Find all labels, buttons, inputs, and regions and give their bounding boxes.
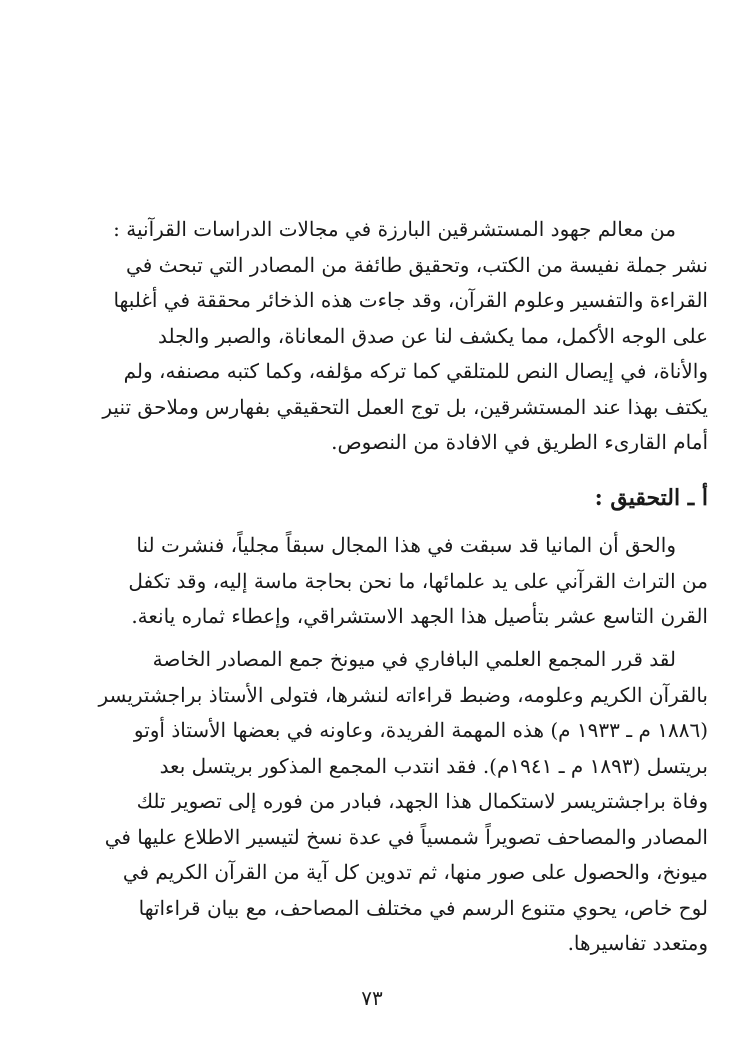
paragraph-line: القرن التاسع عشر بتأصيل هذا الجهد الاستشراقي، وإعطاء ثماره يانعة. bbox=[131, 604, 708, 628]
paragraph-line: من معالم جهود المستشرقين البارزة في مجالات الدراسات القرآنية : bbox=[113, 217, 676, 241]
body-paragraph-3 bbox=[38, 642, 708, 962]
page-number: ٧٣ bbox=[361, 986, 383, 1010]
paragraph-line: وفاة براجشتريسر لاستكمال هذا الجهد، فبادر من فوره إلى تصوير تلك bbox=[136, 789, 708, 813]
paragraph-line: ميونخ، والحصول على صور منها، ثم تدوين كل آية من القرآن الكريم في bbox=[122, 860, 708, 884]
paragraph-line: يكتف بهذا عند المستشرقين، بل توج العمل التحقيقي بفهارس وملاحق تنير bbox=[102, 394, 708, 419]
paragraph-line: بريتسل (١٨٩٣ م ـ ١٩٤١م). فقد انتدب المجمع المذكور بريتسل بعد bbox=[159, 753, 708, 778]
paragraph-line: من التراث القرآني على يد علمائها، ما نحن بحاجة ماسة إليه، وقد تكفل bbox=[128, 568, 708, 593]
paragraph-line: والأناة، في إيصال النص للمتلقي كما تركه مؤلفه، وكما كتبه مصنفه، ولم bbox=[123, 359, 708, 383]
paragraph-line: نشر جملة نفيسة من الكتب، وتحقيق طائفة من المصادر التي تبحث في bbox=[126, 252, 708, 277]
paragraph-line: القراءة والتفسير وعلوم القرآن، وقد جاءت هذه الذخائر محققة في أغلبها bbox=[113, 288, 708, 312]
paragraph-line: (١٨٨٦ م ـ ١٩٣٣ م) هذه المهمة الفريدة، وعاونه في بعضها الأستاذ أوتو bbox=[133, 718, 708, 742]
paragraph-line: لوح خاص، يحوي متنوع الرسم في مختلف المصاحف، مع بيان قراءاتها bbox=[138, 895, 708, 920]
paragraph-line: أمام القارىء الطريق في الافادة من النصوص. bbox=[331, 430, 708, 454]
section-heading: أ ـ التحقيق : bbox=[594, 485, 708, 511]
body-paragraph-2 bbox=[38, 528, 708, 635]
paragraph-line: ومتعدد تفاسيرها. bbox=[567, 931, 708, 955]
paragraph-line: بالقرآن الكريم وعلومه، وضبط قراءاته لنشرها، فتولى الأستاذ براجشتريسر bbox=[98, 682, 708, 707]
intro-paragraph bbox=[38, 212, 708, 461]
paragraph-line: والحق أن المانيا قد سبقت في هذا المجال سبقاً مجلياً، فنشرت لنا bbox=[136, 533, 676, 557]
paragraph-line: على الوجه الأكمل، مما يكشف لنا عن صدق المعاناة، والصبر والجلد bbox=[157, 323, 708, 348]
paragraph-line: المصادر والمصاحف تصويراً شمسياً في عدة نسخ لتيسير الاطلاع عليها في bbox=[104, 824, 708, 849]
paragraph-line: لقد قرر المجمع العلمي البافاري في ميونخ جمع المصادر الخاصة bbox=[152, 647, 676, 671]
